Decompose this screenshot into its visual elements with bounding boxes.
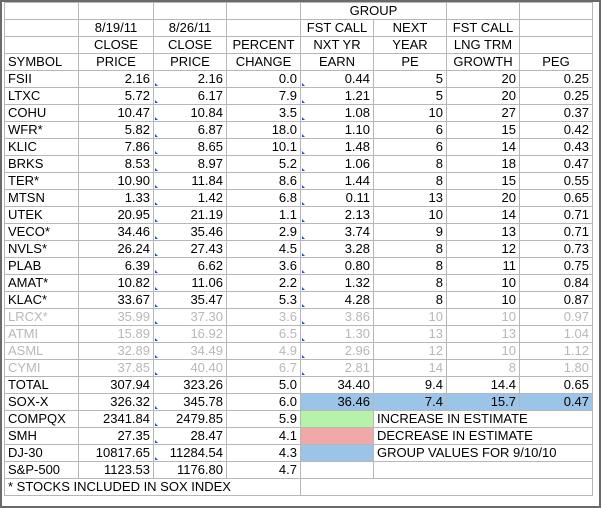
header-cell: CLOSE [154, 37, 227, 54]
value-cell: 1.21 [301, 88, 374, 105]
table-row [5, 343, 593, 360]
table-row [5, 292, 593, 309]
value-cell: 28.47 [154, 428, 227, 445]
value-cell: 20 [447, 71, 520, 88]
value-cell: 14 [447, 139, 520, 156]
value-cell: 0.0 [227, 71, 301, 88]
symbol-cell: VECO* [5, 224, 79, 241]
value-cell: 0.71 [520, 207, 593, 224]
value-cell: 4.9 [227, 343, 301, 360]
table-row [5, 360, 593, 377]
value-cell: 1.32 [301, 275, 374, 292]
value-cell: 1.30 [301, 326, 374, 343]
value-cell: 14.4 [447, 377, 520, 394]
value-cell: 35.99 [79, 309, 154, 326]
header-cell [520, 3, 593, 20]
value-cell: 26.24 [79, 241, 154, 258]
value-cell: 3.6 [227, 258, 301, 275]
header-cell: PRICE [79, 54, 154, 71]
symbol-cell: KLIC [5, 139, 79, 156]
header-cell: NXT YR [301, 37, 374, 54]
value-cell: 5.2 [227, 156, 301, 173]
table-row [5, 173, 593, 190]
value-cell: 6.7 [227, 360, 301, 377]
total-row [5, 377, 593, 394]
header-cell: PRICE [154, 54, 227, 71]
table-row [5, 122, 593, 139]
legend-group-values-label: GROUP VALUES FOR 9/10/10 [374, 445, 593, 462]
table-row [5, 139, 593, 156]
symbol-cell: KLAC* [5, 292, 79, 309]
value-cell: 307.94 [79, 377, 154, 394]
legend-increase-label: INCREASE IN ESTIMATE [374, 411, 593, 428]
header-cell [520, 37, 593, 54]
value-cell: 3.5 [227, 105, 301, 122]
value-cell: 0.75 [520, 258, 593, 275]
table-row [5, 241, 593, 258]
value-cell: 1.1 [227, 207, 301, 224]
header-cell: CLOSE [79, 37, 154, 54]
header-cell [227, 3, 301, 20]
value-cell: 4.7 [227, 462, 301, 479]
value-cell: 21.19 [154, 207, 227, 224]
value-cell: 6 [374, 122, 447, 139]
value-cell: 27.43 [154, 241, 227, 258]
value-cell: 0.84 [520, 275, 593, 292]
header-cell: YEAR [374, 37, 447, 54]
value-cell: 5.82 [79, 122, 154, 139]
value-cell: 2.16 [154, 71, 227, 88]
table-row [5, 71, 593, 88]
symbol-cell: LTXC [5, 88, 79, 105]
value-cell: 3.74 [301, 224, 374, 241]
value-cell: 3.86 [301, 309, 374, 326]
value-cell: 6.39 [79, 258, 154, 275]
value-cell: 11.06 [154, 275, 227, 292]
table-row [5, 156, 593, 173]
symbol-cell: WFR* [5, 122, 79, 139]
value-cell: 10 [447, 343, 520, 360]
value-cell: 20 [447, 190, 520, 207]
empty-cell [301, 462, 374, 479]
value-cell: 0.43 [520, 139, 593, 156]
value-cell: 9 [374, 224, 447, 241]
value-cell: 1.10 [301, 122, 374, 139]
value-cell: 8.6 [227, 173, 301, 190]
value-cell: 10 [374, 105, 447, 122]
value-cell: 1.80 [520, 360, 593, 377]
value-cell: 18.0 [227, 122, 301, 139]
value-cell: 34.46 [79, 224, 154, 241]
symbol-cell: S&P-500 [5, 462, 79, 479]
legend-decrease-label: DECREASE IN ESTIMATE [374, 428, 593, 445]
table-row [5, 105, 593, 122]
value-cell: 8 [374, 275, 447, 292]
header-cell [79, 3, 154, 20]
value-cell: 37.85 [79, 360, 154, 377]
value-cell: 16.92 [154, 326, 227, 343]
symbol-cell: COMPQX [5, 411, 79, 428]
value-cell: 0.87 [520, 292, 593, 309]
value-cell: 10817.65 [79, 445, 154, 462]
value-cell: 5.72 [79, 88, 154, 105]
table-row [5, 190, 593, 207]
value-cell: 0.65 [520, 190, 593, 207]
value-cell: 2.96 [301, 343, 374, 360]
value-cell: 0.47 [520, 394, 593, 411]
symbol-cell: CYMI [5, 360, 79, 377]
header-group-row [5, 3, 593, 20]
value-cell: 2479.85 [154, 411, 227, 428]
value-cell: 0.80 [301, 258, 374, 275]
value-cell: 6.0 [227, 394, 301, 411]
value-cell: 1.08 [301, 105, 374, 122]
header-cell: FST CALL [301, 20, 374, 37]
value-cell: 8.65 [154, 139, 227, 156]
header-cell: PE [374, 54, 447, 71]
soxx-row [5, 394, 593, 411]
symbol-cell: LRCX* [5, 309, 79, 326]
value-cell: 2.16 [79, 71, 154, 88]
footnote: * STOCKS INCLUDED IN SOX INDEX [5, 479, 301, 496]
value-cell: 2.2 [227, 275, 301, 292]
value-cell: 27 [447, 105, 520, 122]
symbol-cell: TER* [5, 173, 79, 190]
value-cell: 27.35 [79, 428, 154, 445]
value-cell: 6.17 [154, 88, 227, 105]
header-cell: PEG [520, 54, 593, 71]
value-cell: 2.9 [227, 224, 301, 241]
header-cell [227, 20, 301, 37]
stock-table [4, 2, 593, 496]
table-row [5, 207, 593, 224]
value-cell: 15.89 [79, 326, 154, 343]
value-cell: 4.5 [227, 241, 301, 258]
table-row [5, 224, 593, 241]
value-cell: 8 [374, 173, 447, 190]
value-cell: 323.26 [154, 377, 227, 394]
value-cell: 32.89 [79, 343, 154, 360]
value-cell: 11 [447, 258, 520, 275]
value-cell: 10.90 [79, 173, 154, 190]
value-cell: 13 [374, 326, 447, 343]
value-cell: 1123.53 [79, 462, 154, 479]
empty-cell [374, 462, 593, 479]
header-cell: NEXT [374, 20, 447, 37]
value-cell: 20 [447, 88, 520, 105]
header-cell [5, 37, 79, 54]
value-cell: 13 [374, 190, 447, 207]
symbol-cell: AMAT* [5, 275, 79, 292]
value-cell: 0.71 [520, 224, 593, 241]
value-cell: 10 [447, 275, 520, 292]
value-cell: 15.7 [447, 394, 520, 411]
value-cell: 35.47 [154, 292, 227, 309]
value-cell: 10.84 [154, 105, 227, 122]
value-cell: 1.33 [79, 190, 154, 207]
symbol-cell: ASML [5, 343, 79, 360]
value-cell: 11284.54 [154, 445, 227, 462]
value-cell: 4.1 [227, 428, 301, 445]
value-cell: 7.9 [227, 88, 301, 105]
value-cell: 15 [447, 122, 520, 139]
value-cell: 1176.80 [154, 462, 227, 479]
header-cell: GROWTH [447, 54, 520, 71]
value-cell: 20.95 [79, 207, 154, 224]
header-cell: 8/26/11 [154, 20, 227, 37]
value-cell: 34.49 [154, 343, 227, 360]
symbol-cell: BRKS [5, 156, 79, 173]
index-row [5, 462, 593, 479]
value-cell: 5.3 [227, 292, 301, 309]
value-cell: 10.1 [227, 139, 301, 156]
value-cell: 0.55 [520, 173, 593, 190]
header-cell: SYMBOL [5, 54, 79, 71]
symbol-cell: PLAB [5, 258, 79, 275]
value-cell: 6.8 [227, 190, 301, 207]
value-cell: 10.82 [79, 275, 154, 292]
value-cell: 1.42 [154, 190, 227, 207]
index-row [5, 411, 593, 428]
value-cell: 36.46 [301, 394, 374, 411]
symbol-cell: SOX-X [5, 394, 79, 411]
value-cell: 8.53 [79, 156, 154, 173]
value-cell: 2341.84 [79, 411, 154, 428]
header-cell [520, 20, 593, 37]
value-cell: 1.06 [301, 156, 374, 173]
value-cell: 345.78 [154, 394, 227, 411]
symbol-cell: MTSN [5, 190, 79, 207]
value-cell: 0.11 [301, 190, 374, 207]
value-cell: 6.87 [154, 122, 227, 139]
value-cell: 10 [447, 292, 520, 309]
empty-cell [301, 479, 593, 496]
value-cell: 0.65 [520, 377, 593, 394]
symbol-cell: FSII [5, 71, 79, 88]
value-cell: 5.0 [227, 377, 301, 394]
header-cell: EARN [301, 54, 374, 71]
value-cell: 4.28 [301, 292, 374, 309]
header-cell [5, 3, 79, 20]
value-cell: 10 [374, 207, 447, 224]
value-cell: 4.3 [227, 445, 301, 462]
symbol-cell: COHU [5, 105, 79, 122]
symbol-cell: NVLS* [5, 241, 79, 258]
header-cell: LNG TRM [447, 37, 520, 54]
table-row [5, 309, 593, 326]
header-cell: 8/19/11 [79, 20, 154, 37]
value-cell: 8 [374, 156, 447, 173]
value-cell: 8 [374, 241, 447, 258]
legend-increase-swatch [301, 411, 374, 428]
footnote-row [5, 479, 593, 496]
legend-decrease-swatch [301, 428, 374, 445]
value-cell: 0.25 [520, 88, 593, 105]
symbol-cell: UTEK [5, 207, 79, 224]
header-cell: CHANGE [227, 54, 301, 71]
header-row-1 [5, 20, 593, 37]
header-cell: FST CALL [447, 20, 520, 37]
value-cell: 0.44 [301, 71, 374, 88]
table-row [5, 88, 593, 105]
header-row-3 [5, 54, 593, 71]
value-cell: 12 [374, 343, 447, 360]
value-cell: 2.13 [301, 207, 374, 224]
index-row [5, 428, 593, 445]
value-cell: 0.25 [520, 71, 593, 88]
value-cell: 6.5 [227, 326, 301, 343]
value-cell: 8 [447, 360, 520, 377]
header-cell [5, 20, 79, 37]
value-cell: 1.12 [520, 343, 593, 360]
value-cell: 8 [374, 292, 447, 309]
symbol-cell: SMH [5, 428, 79, 445]
value-cell: 1.44 [301, 173, 374, 190]
value-cell: 18 [447, 156, 520, 173]
symbol-cell: TOTAL [5, 377, 79, 394]
value-cell: 5 [374, 71, 447, 88]
value-cell: 33.67 [79, 292, 154, 309]
header-cell [154, 3, 227, 20]
value-cell: 40.40 [154, 360, 227, 377]
value-cell: 0.37 [520, 105, 593, 122]
value-cell: 9.4 [374, 377, 447, 394]
value-cell: 2.81 [301, 360, 374, 377]
header-row-2 [5, 37, 593, 54]
value-cell: 0.97 [520, 309, 593, 326]
header-cell [447, 3, 520, 20]
index-row [5, 445, 593, 462]
value-cell: 10 [447, 309, 520, 326]
header-group-label: GROUP [301, 3, 447, 20]
table-row [5, 258, 593, 275]
value-cell: 14 [447, 207, 520, 224]
table-row [5, 326, 593, 343]
value-cell: 13 [447, 224, 520, 241]
value-cell: 8.97 [154, 156, 227, 173]
value-cell: 6.62 [154, 258, 227, 275]
value-cell: 35.46 [154, 224, 227, 241]
value-cell: 8 [374, 258, 447, 275]
value-cell: 7.4 [374, 394, 447, 411]
value-cell: 5.9 [227, 411, 301, 428]
value-cell: 0.73 [520, 241, 593, 258]
header-cell: PERCENT [227, 37, 301, 54]
value-cell: 37.30 [154, 309, 227, 326]
value-cell: 0.42 [520, 122, 593, 139]
value-cell: 5 [374, 88, 447, 105]
value-cell: 10.47 [79, 105, 154, 122]
value-cell: 34.40 [301, 377, 374, 394]
value-cell: 1.04 [520, 326, 593, 343]
table-row [5, 275, 593, 292]
value-cell: 11.84 [154, 173, 227, 190]
value-cell: 13 [447, 326, 520, 343]
value-cell: 6 [374, 139, 447, 156]
value-cell: 14 [374, 360, 447, 377]
legend-group-values-swatch [301, 445, 374, 462]
value-cell: 1.48 [301, 139, 374, 156]
value-cell: 10 [374, 309, 447, 326]
value-cell: 3.28 [301, 241, 374, 258]
value-cell: 3.6 [227, 309, 301, 326]
value-cell: 15 [447, 173, 520, 190]
value-cell: 12 [447, 241, 520, 258]
symbol-cell: DJ-30 [5, 445, 79, 462]
value-cell: 326.32 [79, 394, 154, 411]
symbol-cell: ATMI [5, 326, 79, 343]
value-cell: 0.47 [520, 156, 593, 173]
value-cell: 7.86 [79, 139, 154, 156]
